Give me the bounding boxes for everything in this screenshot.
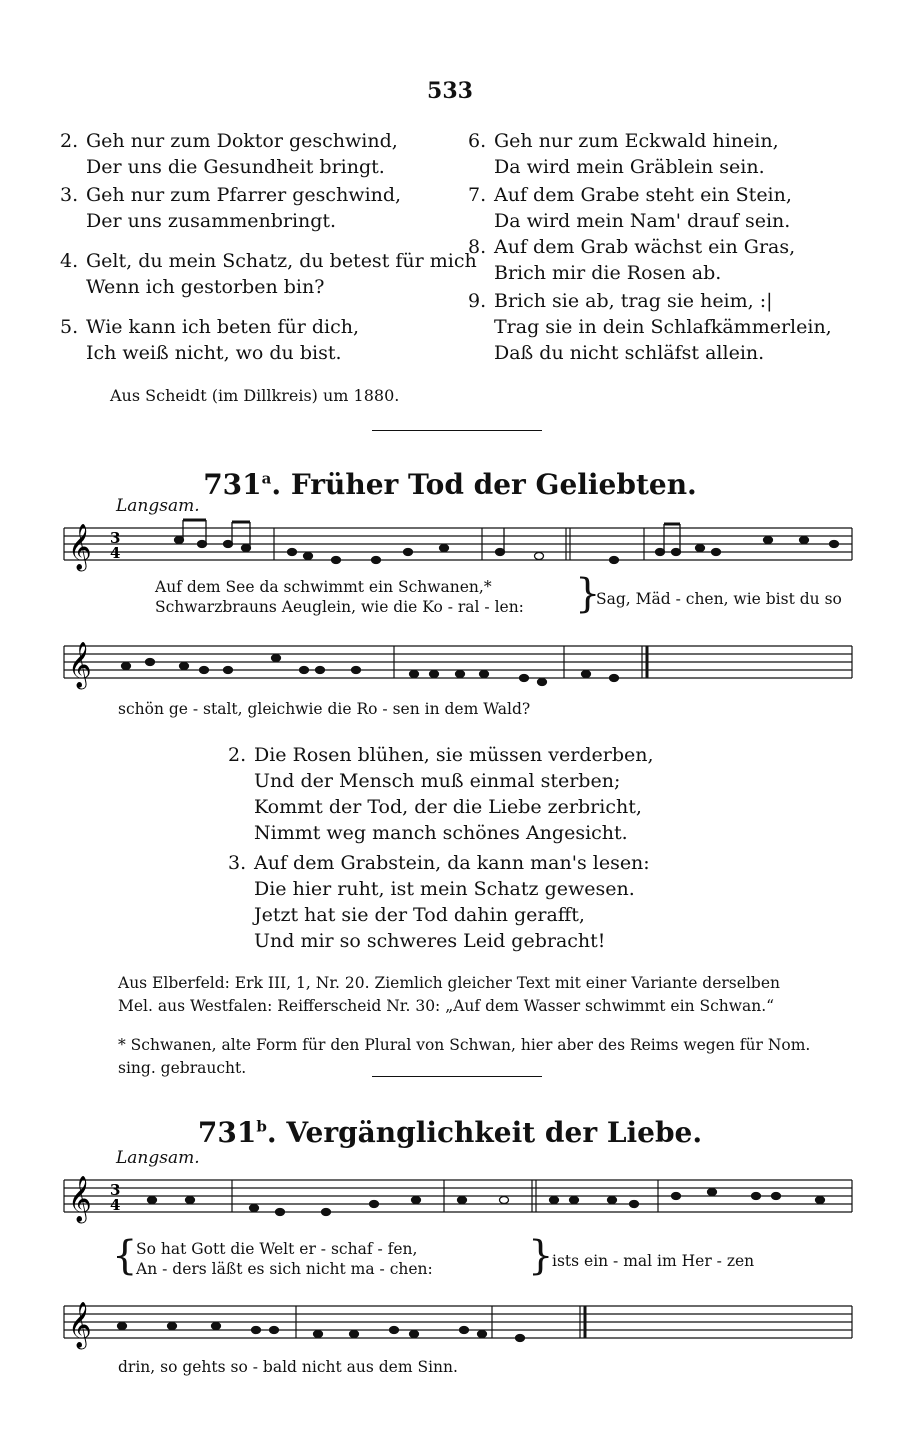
lyrics-731b-1-line2: An - ders läßt es sich nicht ma - chen:: [136, 1260, 433, 1278]
music-staff-731a-2: [64, 636, 854, 696]
verse-731a-3: [228, 850, 650, 954]
lyric-brace: }: [528, 1233, 554, 1279]
verse-8-right: [468, 234, 795, 286]
footnote-line: sing. gebraucht.: [118, 1059, 247, 1077]
verse-line: Da wird mein Nam' drauf sein.: [494, 210, 791, 232]
verse-5-left: [60, 314, 359, 366]
song-title-731a: 731$^a$. Früher Tod der Geliebten.: [203, 468, 697, 501]
verse-line: Auf dem Grabe steht ein Stein,: [494, 184, 792, 206]
svg-text:𝄞: 𝄞: [68, 1176, 92, 1222]
verse-number: 4.: [60, 250, 79, 272]
section-divider: [372, 430, 542, 431]
tempo-marking: Langsam.: [116, 496, 200, 516]
verse-line: Daß du nicht schläfst allein.: [494, 342, 765, 364]
lyrics-731a-1-line1: Auf dem See da schwimmt ein Schwanen,*: [155, 578, 492, 596]
verse-number: 3.: [60, 184, 79, 206]
music-staff-731b-2: [64, 1296, 854, 1356]
svg-text:𝄞: 𝄞: [68, 1302, 92, 1348]
verse-line: Der uns zusammenbringt.: [86, 210, 337, 232]
song-number: 731: [203, 468, 262, 501]
svg-text:𝄞: 𝄞: [68, 642, 92, 688]
verse-731a-2: [228, 742, 654, 846]
verse-line: Wie kann ich beten für dich,: [86, 316, 360, 338]
verse-9-right: [468, 288, 832, 366]
music-staff-731a-1: [64, 518, 854, 578]
tempo-marking: Langsam.: [116, 1148, 200, 1168]
verse-line: Trag sie in dein Schlafkämmerlein,: [494, 316, 832, 338]
lyrics-731b-2: drin, so gehts so - bald nicht aus dem Sinn.: [118, 1358, 458, 1376]
verse-4-left: [60, 248, 477, 300]
verse-number: 9.: [468, 290, 487, 312]
verse-7-right: [468, 182, 792, 234]
lyrics-731b-1-line1: So hat Gott die Welt er - schaf - fen,: [136, 1240, 418, 1258]
verse-number: 5.: [60, 316, 79, 338]
song-suffix: b: [256, 1117, 267, 1136]
song-title-731b: 731$^b$. Vergänglichkeit der Liebe.: [197, 1116, 703, 1149]
svg-text:𝄞: 𝄞: [68, 524, 92, 570]
verse-line: Kommt der Tod, der die Liebe zerbricht,: [254, 796, 642, 818]
verse-line: Wenn ich gestorben bin?: [86, 276, 325, 298]
verse-line: Und der Mensch muß einmal sterben;: [254, 770, 621, 792]
verse-2-left: [60, 128, 398, 180]
song-suffix: a: [261, 469, 272, 488]
verse-line: Und mir so schweres Leid gebracht!: [254, 930, 606, 952]
verse-line: Brich mir die Rosen ab.: [494, 262, 722, 284]
verse-number: 7.: [468, 184, 487, 206]
verse-line: Da wird mein Gräblein sein.: [494, 156, 765, 178]
song-title-text: Vergänglichkeit der Liebe.: [286, 1116, 703, 1149]
source-note-731a: [118, 972, 858, 1018]
verse-line: Auf dem Grab wächst ein Gras,: [494, 236, 796, 258]
lyrics-731a-1-right: Sag, Mäd - chen, wie bist du so: [596, 590, 842, 608]
lyric-brace: }: [575, 571, 601, 617]
source-note: Aus Scheidt (im Dillkreis) um 1880.: [110, 386, 400, 405]
time-sig-top: 3: [110, 529, 121, 547]
music-staff-731b-1: [64, 1170, 854, 1230]
verse-line: Geh nur zum Eckwald hinein,: [494, 130, 779, 152]
verse-line: Der uns die Gesundheit bringt.: [86, 156, 385, 178]
section-divider: [372, 1076, 542, 1077]
song-title-text: Früher Tod der Geliebten.: [290, 468, 697, 501]
source-line: Aus Elberfeld: Erk III, 1, Nr. 20. Ziemlich gleicher Text mit einer Variante derselben: [118, 974, 780, 992]
lyrics-731a-2: schön ge - stalt, gleichwie die Ro - sen in dem Wald?: [118, 700, 531, 718]
time-sig-bottom: 4: [110, 1196, 121, 1214]
verse-number: 3.: [228, 852, 247, 874]
source-line: Mel. aus Westfalen: Reifferscheid Nr. 30: „Auf dem Wasser schwimmt ein Schwan.“: [118, 997, 775, 1015]
verse-number: 6.: [468, 130, 487, 152]
footnote-line: * Schwanen, alte Form für den Plural von Schwan, hier aber des Reims wegen für Nom.: [118, 1036, 811, 1054]
lyric-brace: {: [112, 1233, 138, 1279]
time-sig-bottom: 4: [110, 544, 121, 562]
verse-3-left: [60, 182, 401, 234]
verse-number: 8.: [468, 236, 487, 258]
time-sig-top: 3: [110, 1181, 121, 1199]
verse-line: Gelt, du mein Schatz, du betest für mich: [86, 250, 477, 272]
verse-line: Die hier ruht, ist mein Schatz gewesen.: [254, 878, 635, 900]
lyrics-731b-1-right: ists ein - mal im Her - zen: [552, 1252, 755, 1270]
verse-line: Auf dem Grabstein, da kann man's lesen:: [254, 852, 650, 874]
page-number: 533: [427, 78, 473, 104]
lyrics-731a-1-line2: Schwarzbrauns Aeuglein, wie die Ko - ral - len:: [155, 598, 524, 616]
verse-line: Nimmt weg manch schönes Angesicht.: [254, 822, 628, 844]
verse-number: 2.: [60, 130, 79, 152]
verse-line: Ich weiß nicht, wo du bist.: [86, 342, 342, 364]
song-number: 731: [197, 1116, 257, 1149]
verse-line: Geh nur zum Doktor geschwind,: [86, 130, 398, 152]
verse-line: Die Rosen blühen, sie müssen verderben,: [254, 744, 654, 766]
footnote-731a: [118, 1034, 858, 1080]
verse-number: 2.: [228, 744, 247, 766]
verse-line: Jetzt hat sie der Tod dahin gerafft,: [254, 904, 585, 926]
verse-line: Brich sie ab, trag sie heim, :|: [494, 290, 773, 312]
verse-line: Geh nur zum Pfarrer geschwind,: [86, 184, 402, 206]
verse-6-right: [468, 128, 779, 180]
